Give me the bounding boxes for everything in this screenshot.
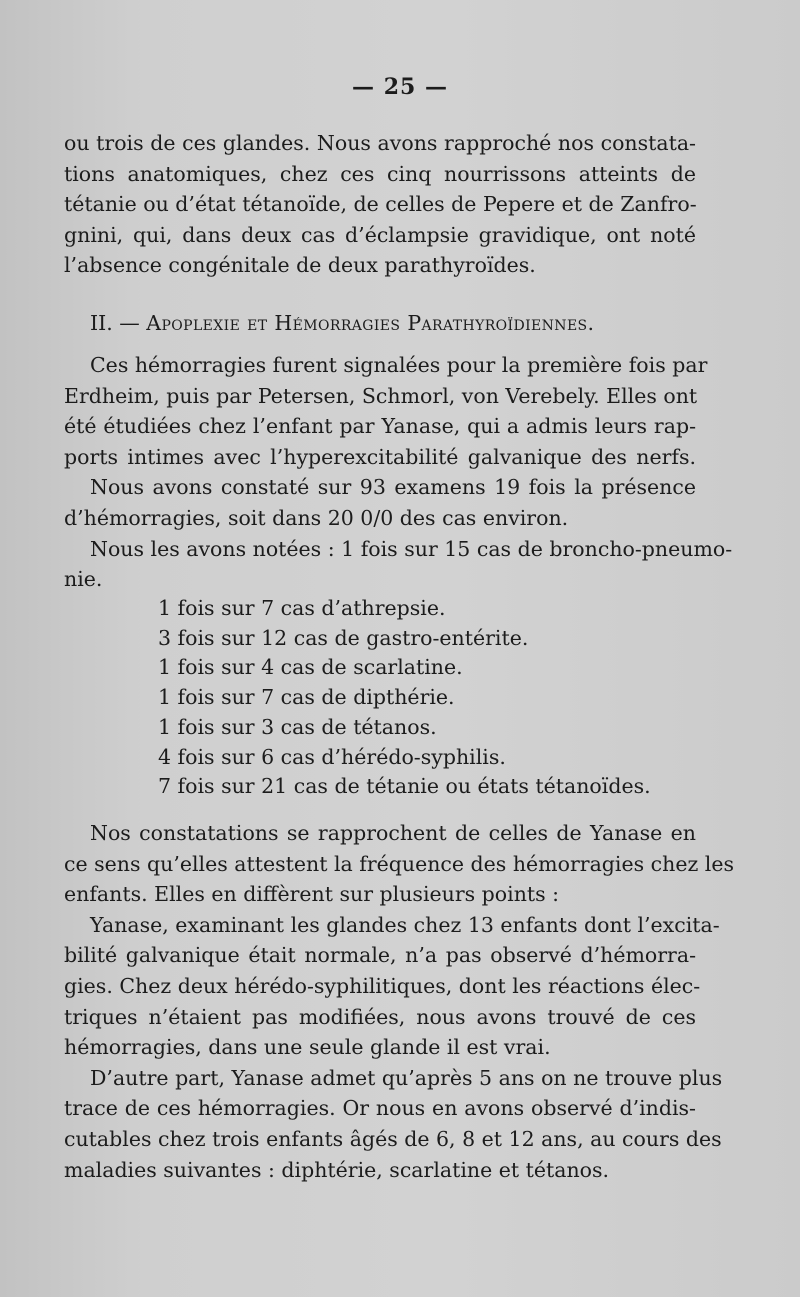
paragraph-3 xyxy=(64,818,734,1185)
text-line: Yanase, examinant les glandes chez 13 enfants dont l’excita- xyxy=(90,912,720,937)
text-line: tions anatomiques, chez ces cinq nourrissons atteints de xyxy=(64,161,696,186)
text-line: maladies suivantes : diphtérie, scarlatine et tétanos. xyxy=(64,1157,610,1182)
section-heading xyxy=(90,308,690,338)
text-line: d’hémorragies, soit dans 20 0/0 des cas environ. xyxy=(64,505,569,530)
text-line: Nous avons constaté sur 93 examens 19 fois la présence xyxy=(90,475,696,500)
text-line: l’absence congénitale de deux parathyroïdes. xyxy=(64,253,536,278)
list-item: 1 fois sur 7 cas d’athrepsie. xyxy=(158,596,446,620)
page-number: — 25 — xyxy=(352,74,448,100)
text-line: triques n’étaient pas modifiées, nous avons trouvé de ces xyxy=(64,1004,696,1029)
text-line: gies. Chez deux hérédo-syphilitiques, dont les réactions élec- xyxy=(64,973,701,998)
list-item: 7 fois sur 21 cas de tétanie ou états tétanoïdes. xyxy=(158,774,651,799)
paragraph-2 xyxy=(64,350,733,595)
text-line: ce sens qu’elles attestent la fréquence des hémorragies chez les xyxy=(64,851,734,876)
text-line: bilité galvanique était normale, n’a pas observé d’hémorra- xyxy=(64,943,696,968)
section-title: Apoplexie et Hémorragies Parathyroïdiennes. xyxy=(146,311,595,335)
list-item: 4 fois sur 6 cas d’hérédo-syphilis. xyxy=(158,744,506,769)
text-line: enfants. Elles en diffèrent sur plusieurs points : xyxy=(64,882,560,907)
text-line: ports intimes avec l’hyperexcitabilité galvanique des nerfs. xyxy=(64,444,696,469)
case-list xyxy=(158,594,651,802)
list-item: 1 fois sur 4 cas de scarlatine. xyxy=(158,655,463,680)
text-line: gnini, qui, dans deux cas d’éclampsie gravidique, ont noté xyxy=(64,222,696,247)
text-line: Ces hémorragies furent signalées pour la première fois par xyxy=(90,353,708,377)
text-line: cutables chez trois enfants âgés de 6, 8 et 12 ans, au cours des xyxy=(64,1126,722,1151)
list-item: 1 fois sur 7 cas de dipthérie. xyxy=(158,685,455,710)
text-line: hémorragies, dans une seule glande il est vrai. xyxy=(64,1035,551,1060)
text-line: trace de ces hémorragies. Or nous en avons observé d’indis- xyxy=(64,1096,696,1121)
text-line: Nous les avons notées : 1 fois sur 15 cas de broncho-pneumo- xyxy=(90,536,733,561)
text-line: Nos constatations se rapprochent de celles de Yanase en xyxy=(90,821,696,845)
text-line: été étudiées chez l’enfant par Yanase, qui a admis leurs rap- xyxy=(64,414,696,439)
text-line: nie. xyxy=(64,567,103,592)
paragraph-1 xyxy=(64,128,696,281)
text-line: D’autre part, Yanase admet qu’après 5 ans on ne trouve plus xyxy=(90,1065,723,1090)
text-line: Erdheim, puis par Petersen, Schmorl, von Verebely. Elles ont xyxy=(64,383,698,408)
list-item: 3 fois sur 12 cas de gastro-entérite. xyxy=(158,625,529,650)
text-line: tétanie ou d’état tétanoïde, de celles de Pepere et de Zanfro- xyxy=(64,192,697,217)
list-item: 1 fois sur 3 cas de tétanos. xyxy=(158,714,437,739)
text-line: ou trois de ces glandes. Nous avons rapproché nos constata- xyxy=(64,131,696,155)
section-number: II. — xyxy=(90,311,147,335)
